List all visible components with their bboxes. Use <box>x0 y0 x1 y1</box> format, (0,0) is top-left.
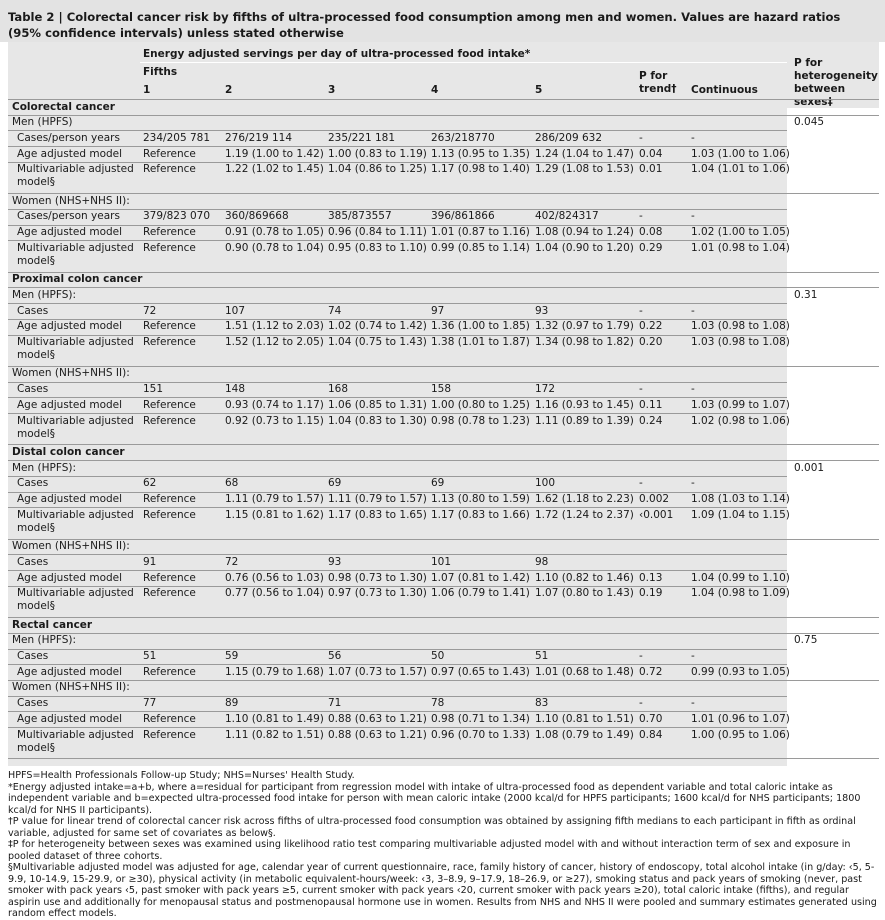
row-divider <box>8 758 879 759</box>
cell-cont: - <box>691 697 695 710</box>
cell-p: 0.002 <box>639 493 670 505</box>
group-label: Men (HPFS) <box>12 116 73 129</box>
cell-c3: 0.95 (0.83 to 1.10) <box>328 241 427 254</box>
cell-cont: 1.02 (1.00 to 1.05) <box>691 226 790 239</box>
cell-cont: 1.03 (0.99 to 1.07) <box>691 398 790 411</box>
cell-c3: 56 <box>328 650 342 662</box>
row-divider <box>8 539 879 540</box>
row-divider <box>8 696 787 697</box>
cell-c3: 0.98 (0.73 to 1.30) <box>328 571 427 584</box>
row-label: Cases <box>17 650 49 662</box>
cell-c3: 1.04 (0.86 to 1.25) <box>328 163 427 176</box>
row-label: Multivariable adjusted model§ <box>17 241 134 267</box>
section-label: Rectal cancer <box>12 618 93 631</box>
cell-c5: 172 <box>535 383 556 396</box>
cell-c4: 1.38 (1.01 to 1.87) <box>431 336 530 348</box>
row-divider <box>8 115 879 116</box>
row-label: Age adjusted model <box>17 226 123 239</box>
cell-c2: 148 <box>225 383 246 396</box>
cell-c3: 1.07 (0.73 to 1.57) <box>328 665 427 678</box>
cell-c3: 1.04 (0.75 to 1.43) <box>328 336 427 348</box>
cell-p: 0.01 <box>639 163 663 176</box>
row-label: Age adjusted model <box>17 398 123 411</box>
row-label: Cases <box>17 555 49 568</box>
cell-c3: 385/873557 <box>328 210 392 223</box>
cell-c2: 1.15 (0.79 to 1.68) <box>225 665 324 678</box>
cell-c5: 51 <box>535 650 549 662</box>
cell-c4: 78 <box>431 697 445 710</box>
row-label: Multivariable adjusted model§ <box>17 508 134 534</box>
row-divider <box>8 476 787 477</box>
cell-c5: 402/824317 <box>535 210 599 223</box>
row-divider <box>8 633 879 634</box>
cell-c1: Reference <box>143 571 196 584</box>
cell-c2: 0.90 (0.78 to 1.04) <box>225 241 324 254</box>
group-label: Men (HPFS): <box>12 461 76 474</box>
cell-cont: 1.04 (1.01 to 1.06) <box>691 163 790 176</box>
cell-c5: 1.07 (0.80 to 1.43) <box>535 587 634 600</box>
cell-c1: Reference <box>143 414 196 427</box>
header-continuous: Continuous <box>691 84 758 96</box>
section-label: Proximal colon cancer <box>12 273 143 286</box>
row-divider <box>8 366 879 367</box>
cell-c2: 360/869668 <box>225 210 289 223</box>
cell-c3: 0.97 (0.73 to 1.30) <box>328 587 427 600</box>
cell-p: - <box>639 650 643 662</box>
p-heterogeneity-value: 0.001 <box>794 461 825 474</box>
cell-c4: 1.36 (1.00 to 1.85) <box>431 320 530 333</box>
cell-c4: 1.13 (0.95 to 1.35) <box>431 147 530 160</box>
cell-c1: Reference <box>143 508 196 521</box>
cell-c1: Reference <box>143 712 196 725</box>
heterogeneity-column <box>787 108 879 766</box>
cell-c1: Reference <box>143 665 196 678</box>
row-divider <box>8 130 787 131</box>
cell-c4: 1.07 (0.81 to 1.42) <box>431 571 530 584</box>
footnote: HPFS=Health Professionals Follow-up Study; NHS=Nurses' Health Study. <box>8 770 355 781</box>
cell-c1: Reference <box>143 336 196 348</box>
cell-c1: Reference <box>143 163 196 176</box>
row-label: Age adjusted model <box>17 571 123 584</box>
row-label: Cases <box>17 304 49 317</box>
cell-p: ‹0.001 <box>639 508 674 521</box>
cell-c2: 72 <box>225 555 239 568</box>
cell-c5: 1.11 (0.89 to 1.39) <box>535 414 634 427</box>
cell-c4: 0.98 (0.78 to 1.23) <box>431 414 530 427</box>
cell-cont: 1.09 (1.04 to 1.15) <box>691 508 790 521</box>
cell-c2: 0.77 (0.56 to 1.04) <box>225 587 324 600</box>
cell-c1: Reference <box>143 320 196 333</box>
cell-c5: 1.34 (0.98 to 1.82) <box>535 336 634 348</box>
cell-c5: 1.04 (0.90 to 1.20) <box>535 241 634 254</box>
group-label: Women (NHS+NHS II): <box>12 194 130 207</box>
cell-c4: 0.97 (0.65 to 1.43) <box>431 665 530 678</box>
cell-cont: 1.00 (0.95 to 1.06) <box>691 728 790 741</box>
cell-p: 0.24 <box>639 414 663 427</box>
cell-c2: 1.11 (0.82 to 1.51) <box>225 728 324 741</box>
cell-c4: 396/861866 <box>431 210 495 223</box>
cell-p: 0.08 <box>639 226 663 239</box>
footnote: *Energy adjusted intake=a+b, where a=residual for participant from regression model with intake of ultra-processed food as dependent variable and total caloric intake as independent variable and b=expected ultra-processed food intake for person with mean caloric intake (2000 kcal/d for HPFS participants; 1600 kcal/d for NHS participants; 1800 kcal/d for NHS II participants). <box>8 781 861 816</box>
cell-cont: - <box>691 210 695 223</box>
cell-c5: 83 <box>535 697 549 710</box>
cell-p: 0.84 <box>639 728 663 741</box>
cell-c4: 1.01 (0.87 to 1.16) <box>431 226 530 239</box>
row-label: Cases/person years <box>17 131 120 144</box>
row-label: Cases/person years <box>17 210 120 223</box>
cell-c4: 1.13 (0.80 to 1.59) <box>431 493 530 505</box>
section-label: Distal colon cancer <box>12 445 125 458</box>
cell-c4: 101 <box>431 555 452 568</box>
cell-c2: 107 <box>225 304 246 317</box>
row-label: Multivariable adjusted model§ <box>17 587 134 613</box>
cell-p: - <box>639 210 643 223</box>
cell-p: - <box>639 697 643 710</box>
cell-c2: 0.76 (0.56 to 1.03) <box>225 571 324 584</box>
cell-c1: 379/823 070 <box>143 210 210 223</box>
cell-c5: 286/209 632 <box>535 131 602 144</box>
cell-p: - <box>639 131 643 144</box>
header-col-4: 4 <box>431 84 439 96</box>
cell-c1: 77 <box>143 697 157 710</box>
p-heterogeneity-value: 0.31 <box>794 288 818 301</box>
cell-c3: 235/221 181 <box>328 131 395 144</box>
cell-c5: 1.08 (0.94 to 1.24) <box>535 226 634 239</box>
cell-c4: 0.96 (0.70 to 1.33) <box>431 728 530 741</box>
row-divider <box>8 382 787 383</box>
cell-c3: 1.17 (0.83 to 1.65) <box>328 508 427 521</box>
header-p-trend: P for trend† <box>639 70 677 95</box>
cell-p: 0.20 <box>639 336 663 348</box>
cell-c5: 1.24 (1.04 to 1.47) <box>535 147 634 160</box>
cell-cont: 1.01 (0.98 to 1.04) <box>691 241 790 254</box>
cell-cont: 0.99 (0.93 to 1.05) <box>691 665 790 678</box>
cell-c5: 1.72 (1.24 to 2.37) <box>535 508 634 521</box>
cell-cont: - <box>691 383 695 396</box>
row-label: Age adjusted model <box>17 665 123 678</box>
group-label: Women (NHS+NHS II): <box>12 681 130 694</box>
cell-c5: 1.01 (0.68 to 1.48) <box>535 665 634 678</box>
header-group-label: Energy adjusted servings per day of ultra-processed food intake* <box>143 48 531 60</box>
cell-c1: 72 <box>143 304 157 317</box>
cell-c1: Reference <box>143 147 196 160</box>
cell-p: 0.13 <box>639 571 663 584</box>
cell-cont: 1.01 (0.96 to 1.07) <box>691 712 790 725</box>
cell-c3: 0.88 (0.63 to 1.21) <box>328 728 427 741</box>
cell-c4: 1.00 (0.80 to 1.25) <box>431 398 530 411</box>
cell-c5: 100 <box>535 477 556 490</box>
cell-p: - <box>639 477 643 490</box>
cell-cont: 1.02 (0.98 to 1.06) <box>691 414 790 427</box>
cell-c5: 98 <box>535 555 549 568</box>
row-divider <box>8 99 879 100</box>
cell-c1: Reference <box>143 587 196 600</box>
cell-c5: 1.62 (1.18 to 2.23) <box>535 493 634 505</box>
group-label: Men (HPFS): <box>12 288 76 301</box>
row-divider <box>8 680 879 681</box>
cell-c4: 50 <box>431 650 445 662</box>
cell-c5: 1.10 (0.81 to 1.51) <box>535 712 634 725</box>
cell-p: 0.29 <box>639 241 663 254</box>
cell-c1: 151 <box>143 383 164 396</box>
cell-c3: 1.04 (0.83 to 1.30) <box>328 414 427 427</box>
row-divider <box>8 460 879 461</box>
cell-c1: Reference <box>143 728 196 741</box>
cell-c4: 97 <box>431 304 445 317</box>
cell-c2: 68 <box>225 477 239 490</box>
cell-p: 0.19 <box>639 587 663 600</box>
footnote: †P value for linear trend of colorectal cancer risk across fifths of ultra-processed food consumption was obtained by assigning fifth medians to each participant in fifth as ordinal variable, adjusted for same set of covariates as below§. <box>8 816 856 839</box>
cell-p: 0.72 <box>639 665 663 678</box>
cell-c2: 1.10 (0.81 to 1.49) <box>225 712 324 725</box>
cell-p: 0.70 <box>639 712 663 725</box>
cell-c5: 1.32 (0.97 to 1.79) <box>535 320 634 333</box>
header-col-1: 1 <box>143 84 151 96</box>
cell-c3: 69 <box>328 477 342 490</box>
cell-c2: 0.92 (0.73 to 1.15) <box>225 414 324 427</box>
cell-p: 0.04 <box>639 147 663 160</box>
footnotes <box>8 770 879 920</box>
cell-c2: 59 <box>225 650 239 662</box>
footnote: §Multivariable adjusted model was adjusted for age, calendar year of current questionnaire, race, family history of cancer, history of endoscopy, total alcohol intake (in g/day: ‹5, 5-9.9, 10-14.9, 15-29.9, or ≥30), physical activity (in metabolic equivalent-hours/week: ‹3, 3–8.9, 9–17.9, 18–26.9, or ≥27), smoking status and pack years of smoking (never, past smoker with pack years ‹5, past smoker with pack years ≥5, current smoker with pack years ‹20, current smoker with pack years ≥20), total caloric intake (fifths), and regular aspirin use and additionally for menopausal status and postmenopausal hormone use in women. Results from NHS and NHS II were pooled and summary estimates generated using random effect models. <box>8 862 877 919</box>
cell-c3: 1.00 (0.83 to 1.19) <box>328 147 427 160</box>
header-divider <box>140 62 787 63</box>
header-col-2: 2 <box>225 84 233 96</box>
cell-c3: 1.06 (0.85 to 1.31) <box>328 398 427 411</box>
cell-c3: 71 <box>328 697 342 710</box>
cell-c4: 1.17 (0.83 to 1.66) <box>431 508 530 521</box>
cell-c3: 1.11 (0.79 to 1.57) <box>328 493 427 505</box>
cell-cont: 1.03 (0.98 to 1.08) <box>691 336 790 348</box>
row-divider <box>8 193 879 194</box>
p-heterogeneity-value: 0.045 <box>794 116 825 129</box>
cell-c5: 1.10 (0.82 to 1.46) <box>535 571 634 584</box>
cell-c4: 69 <box>431 477 445 490</box>
cell-c3: 1.02 (0.74 to 1.42) <box>328 320 427 333</box>
cell-p: 0.22 <box>639 320 663 333</box>
row-label: Cases <box>17 697 49 710</box>
cell-c2: 1.22 (1.02 to 1.45) <box>225 163 324 176</box>
row-label: Cases <box>17 383 49 396</box>
row-label: Multivariable adjusted model§ <box>17 336 134 361</box>
cell-c3: 168 <box>328 383 349 396</box>
cell-cont: 1.04 (0.98 to 1.09) <box>691 587 790 600</box>
header-fifths: Fifths <box>143 66 178 78</box>
cell-c4: 0.98 (0.71 to 1.34) <box>431 712 530 725</box>
section-label: Colorectal cancer <box>12 100 115 113</box>
cell-cont: 1.08 (1.03 to 1.14) <box>691 493 790 505</box>
cell-cont: - <box>691 131 695 144</box>
row-divider <box>8 554 787 555</box>
row-label: Multivariable adjusted model§ <box>17 728 134 754</box>
cell-c1: Reference <box>143 398 196 411</box>
group-label: Women (NHS+NHS II): <box>12 367 130 380</box>
row-divider <box>8 649 787 650</box>
cell-c1: Reference <box>143 493 196 505</box>
group-label: Women (NHS+NHS II): <box>12 540 130 553</box>
cell-cont: 1.04 (0.99 to 1.10) <box>691 571 790 584</box>
p-heterogeneity-value: 0.75 <box>794 634 818 647</box>
header-col-5: 5 <box>535 84 543 96</box>
cell-c2: 89 <box>225 697 239 710</box>
cell-c3: 0.88 (0.63 to 1.21) <box>328 712 427 725</box>
cell-c1: Reference <box>143 241 196 254</box>
cell-c4: 1.17 (0.98 to 1.40) <box>431 163 530 176</box>
row-divider <box>8 617 879 618</box>
cell-c1: Reference <box>143 226 196 239</box>
cell-c5: 1.29 (1.08 to 1.53) <box>535 163 634 176</box>
row-label: Age adjusted model <box>17 712 123 725</box>
footnote: ‡P for heterogeneity between sexes was examined using likelihood ratio test comparing multivariable adjusted model with and without interaction term of sex and exposure in pooled dataset of three cohorts. <box>8 839 851 862</box>
cell-p: - <box>639 383 643 396</box>
row-label: Age adjusted model <box>17 320 123 333</box>
cell-cont: 1.03 (1.00 to 1.06) <box>691 147 790 160</box>
cell-c4: 158 <box>431 383 452 396</box>
row-divider <box>8 287 879 288</box>
cell-c2: 1.11 (0.79 to 1.57) <box>225 493 324 505</box>
cell-c2: 1.15 (0.81 to 1.62) <box>225 508 324 521</box>
header-col-3: 3 <box>328 84 336 96</box>
cell-p: - <box>639 304 643 317</box>
cell-c1: 91 <box>143 555 157 568</box>
row-label: Cases <box>17 477 49 490</box>
group-label: Men (HPFS): <box>12 634 76 647</box>
cell-c1: 51 <box>143 650 157 662</box>
row-label: Multivariable adjusted model§ <box>17 414 134 440</box>
cell-c2: 1.19 (1.00 to 1.42) <box>225 147 324 160</box>
cell-c4: 1.06 (0.79 to 1.41) <box>431 587 530 600</box>
cell-c2: 0.91 (0.78 to 1.05) <box>225 226 324 239</box>
cell-c5: 1.08 (0.79 to 1.49) <box>535 728 634 741</box>
row-label: Multivariable adjusted model§ <box>17 163 134 189</box>
cell-c2: 0.93 (0.74 to 1.17) <box>225 398 324 411</box>
cell-c3: 93 <box>328 555 342 568</box>
row-label: Age adjusted model <box>17 147 123 160</box>
row-label: Age adjusted model <box>17 493 123 505</box>
header-p-heterogeneity: P for heterogeneity between sexes‡ <box>794 57 878 108</box>
cell-c2: 1.51 (1.12 to 2.03) <box>225 320 324 333</box>
cell-cont: 1.03 (0.98 to 1.08) <box>691 320 790 333</box>
row-divider <box>8 209 787 210</box>
table-title: Table 2 | Colorectal cancer risk by fifths of ultra-processed food consumption among men and women. Values are hazard ratios (95% confidence intervals) unless stated otherwise <box>0 0 885 42</box>
row-divider <box>8 303 787 304</box>
cell-cont: - <box>691 650 695 662</box>
cell-c4: 263/218770 <box>431 131 495 144</box>
row-divider <box>8 444 879 445</box>
cell-c3: 74 <box>328 304 342 317</box>
cell-cont: - <box>691 304 695 317</box>
cell-c2: 1.52 (1.12 to 2.05) <box>225 336 324 348</box>
cell-cont: - <box>691 477 695 490</box>
cell-c4: 0.99 (0.85 to 1.14) <box>431 241 530 254</box>
cell-c1: 234/205 781 <box>143 131 210 144</box>
cell-c5: 1.16 (0.93 to 1.45) <box>535 398 634 411</box>
cell-c1: 62 <box>143 477 157 490</box>
cell-c2: 276/219 114 <box>225 131 292 144</box>
cell-p: 0.11 <box>639 398 663 411</box>
cell-c5: 93 <box>535 304 549 317</box>
cell-c3: 0.96 (0.84 to 1.11) <box>328 226 427 239</box>
